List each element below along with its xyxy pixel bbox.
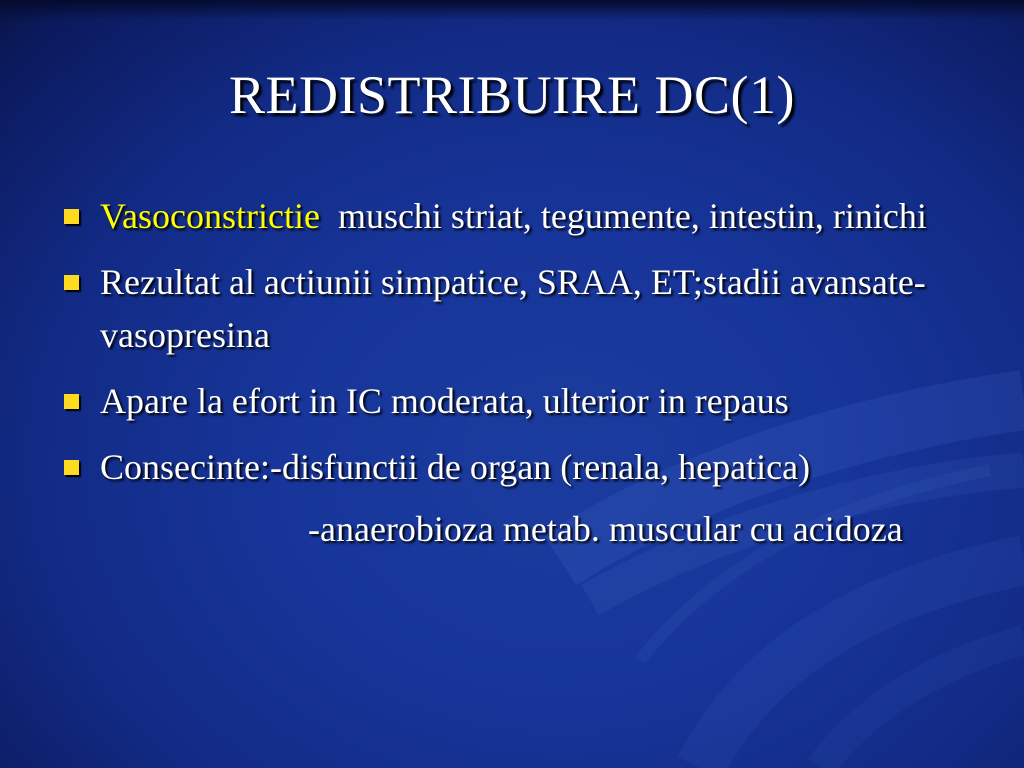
bullet-item-consecinte — [62, 441, 962, 494]
bullet-item-rezultat — [62, 256, 962, 362]
bullet-item-apare — [62, 375, 962, 428]
bullet-list — [62, 190, 962, 569]
slide-title: REDISTRIBUIRE DC(1) — [229, 65, 795, 125]
bullet-text: muschi striat, tegumente, intestin, rinichi — [319, 196, 927, 236]
bullet-text: Rezultat al actiunii simpatice, SRAA, ET;stadii avansate-vasopresina — [100, 262, 926, 355]
square-bullet-icon — [64, 460, 79, 475]
bullet-continuation — [62, 503, 962, 556]
bullet-text: Consecinte:-disfunctii de organ (renala, hepatica) — [100, 447, 811, 487]
continuation-text: -anaerobioza metab. muscular cu acidoza — [308, 509, 903, 549]
square-bullet-icon — [64, 394, 79, 409]
square-bullet-icon — [64, 209, 79, 224]
bullet-item-vasoconstrictie — [62, 190, 962, 243]
bullet-text: Apare la efort in IC moderata, ulterior in repaus — [100, 381, 789, 421]
square-bullet-icon — [64, 275, 79, 290]
bullet-highlight-term: Vasoconstrictie — [100, 196, 320, 236]
